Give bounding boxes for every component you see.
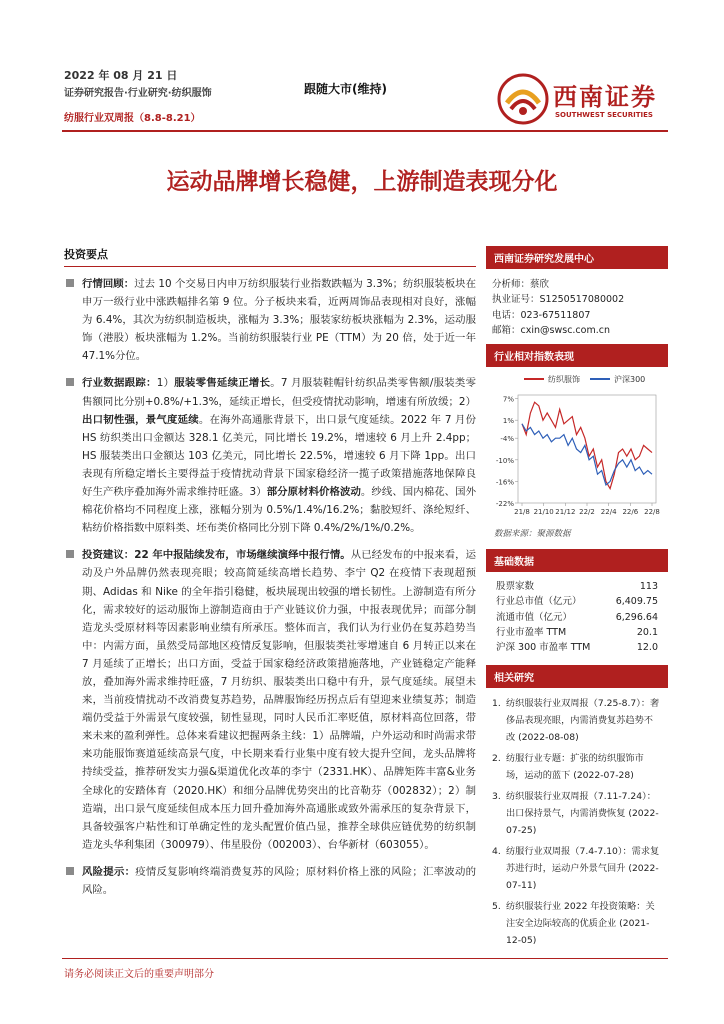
bullet-lead: 行情回顾： — [82, 278, 135, 290]
page-title: 运动品牌增长稳健，上游制造表现分化 — [166, 169, 558, 195]
square-bullet-icon — [66, 279, 74, 287]
license-number: S1250517080002 — [539, 294, 625, 306]
bullet-highlight: 出口韧性强，景气度延续 — [82, 413, 199, 426]
x-tick-label: 21/12 — [555, 508, 576, 517]
report-name: 纺服行业双周报（8.8-8.21） — [64, 113, 201, 124]
basic-data-value: 12.0 — [636, 642, 658, 653]
y-tick-label: -4% — [500, 435, 514, 444]
basic-data-label: 行业市盈率 TTM — [496, 626, 567, 638]
analyst-label: 分析师： — [492, 279, 531, 290]
bullet-body: 。在海外高通胀背景下，出口景气度延续。2022 年 7 月份 HS 纺织类出口金额达 328.1 亿美元，同比增长 19.2%，增速较 6 月上升 2.4pp；HS 服装类出口金额达 103 亿美元，同比增长 22.5%，增速较 6 月下降 1pp。出口表现有所稳定增长主要得益于疫情扰动背景下国家稳经济一揽子政策措施落地保障良好生产秩序叠加海外需求维持旺盛。3） — [82, 413, 476, 499]
email-label: 邮箱： — [492, 324, 521, 336]
series-line — [522, 402, 652, 488]
logo-emblem-icon — [497, 73, 549, 125]
footer-notice: 请务必阅读正文后的重要声明部分 — [64, 969, 214, 980]
basic-data-label: 流通市值（亿元） — [496, 611, 573, 623]
report-series: 证券研究报告·行业研究·纺织服饰 — [64, 88, 212, 99]
x-tick-label: 22/8 — [644, 508, 660, 517]
related-research-item[interactable] — [492, 750, 660, 784]
item-number: 4. — [492, 846, 501, 858]
bullet-body: 从已经发布的中报来看，运动及户外品牌仍然表现亮眼；较高简延续高增长趋势、李宁 Q2 在疫情下表现超预期、Adidas 和 Nike 的全年指引稳健，板块展现出较强的增长韧性。上游制造有所分化，需求较好的运动服饰上游制造商由于产业链议价力强，中报表现优异；而部分制造龙头受原材料等因素影响业绩有所承压。整体而言，我们认为行业仍在复苏趋势当中：内需方面，虽然受局部地区疫情反复影响，但服装类社零增速自 6 月转正以来在 7 月延续了正增长；出口方面，受益于国家稳经济政策措施落地，产业链稳定产能释放，叠加海外需求维持旺盛，7 月纺织、服装类出口稳中有升，景气度延续。展望未来，当前疫情扰动不改消费复苏趋势，品牌服饰经历拐点后有望迎来业绩复苏；制造端仍受益于外需景气度较强，韧性显现，同时人民币汇率贬值，原材料高位回落，带来未来的盈利弹性。总体来看建议把握两条主线：1）品牌端，户外运动和时尚需求带来功能服饰赛道延续高景气度，中长期来看行业集中度有较大提升空间，龙头品牌将持续受益，推荐研发实力强&渠道优化改革的李宁（2331.HK）、品牌矩阵丰富&业务全球化的安踏体育（2020.HK）和细分品牌优势突出的比音勒芬（002832）；2）制造端，出口景气度延续但成本压力回升叠加海外高通胀或致外需承压的复杂背景下，具备较强客户粘性和订单确定性的龙头配置价值凸显，推荐全球供应链优势的纺织制造龙头华利集团（300979）、伟星股份（002003）、台华新材（603055）。 — [82, 549, 477, 851]
item-number: 5. — [492, 901, 501, 913]
email-address[interactable]: cxin@swsc.com.cn — [520, 324, 610, 336]
item-text: 纺织服装行业 2022 年投资策略：关注安全边际较高的优质企业 (2021-12-05) — [506, 901, 655, 947]
y-tick-label: 1% — [502, 417, 514, 426]
license-label: 执业证号： — [492, 294, 540, 306]
basic-data-row — [496, 579, 658, 594]
related-research-item[interactable] — [492, 898, 660, 949]
x-tick-label: 22/2 — [579, 508, 595, 517]
related-research-item[interactable] — [492, 788, 660, 839]
bullet-highlight: 服装零售延续正增长 — [174, 377, 271, 390]
basic-data-row — [496, 594, 658, 609]
chart-svg — [486, 367, 668, 525]
item-text: 纺服行业双周报（7.4-7.10）：需求复苏进行时，运动户外景气回升 (2022-07-11) — [506, 846, 660, 892]
phone-number: 023-67511807 — [520, 309, 591, 321]
basic-data-table — [486, 572, 668, 665]
y-tick-label: -16% — [495, 478, 514, 487]
footer-divider — [62, 958, 668, 959]
related-research-item[interactable] — [492, 843, 660, 894]
basic-data-row — [496, 640, 658, 655]
item-text: 纺织服装行业双周报（7.11-7.24）：出口保持景气，内需消费恢复 (2022-07-25) — [506, 791, 659, 837]
logo-en-text: SOUTHWEST SECURITIES — [555, 111, 653, 119]
bullet-industry-data — [64, 374, 476, 537]
bullet-market-review — [64, 275, 476, 365]
square-bullet-icon — [66, 867, 74, 875]
related-research-item[interactable] — [492, 695, 660, 746]
item-number: 3. — [492, 791, 501, 803]
bullet-lead: 行业数据跟踪： — [82, 377, 157, 390]
bullet-body: 。纱线、国内棉花、国外棉花价格均不同程度上涨，涨幅分别为 0.5%/1.4%/16.2%；黏胶短纤、涤纶短纤、粘纺价格指数中原料类、坯布类价格同比分别下降 0.4%/2%/1%/0.2%。 — [82, 486, 477, 535]
legend-label: 纺织服饰 — [548, 375, 580, 385]
square-bullet-icon — [66, 550, 74, 558]
y-tick-label: 7% — [502, 395, 514, 404]
relative-index-chart — [486, 367, 668, 525]
x-tick-label: 21/8 — [514, 508, 530, 517]
basic-data-value: 20.1 — [636, 626, 658, 638]
bullet-body: 疫情反复影响终端消费复苏的风险；原材料价格上涨的风险；汇率波动的风险。 — [82, 865, 476, 896]
report-date: 2022 年 08 月 21 日 — [64, 69, 178, 82]
summary-heading: 投资要点 — [64, 246, 476, 267]
bullet-body: 过去 10 个交易日内申万纺织服装行业指数跌幅为 3.3%；纺织服装板块在申万一级行业中涨跌幅排名第 9 位。分子板块来看，近两周饰品表现相对良好，涨幅为 6.4%，其次为纺织制造板块，涨幅为 3.3%；服装家纺板块涨幅为 2.3%，运动服饰（港股）板块涨幅为 1.2%。当前纺织服装行业 PE（TTM）为 20 倍，处于近一年 47.1%分位。 — [82, 278, 477, 363]
square-bullet-icon — [66, 378, 74, 386]
x-tick-label: 22/6 — [622, 508, 639, 517]
bullet-lead: 风险提示： — [82, 865, 136, 878]
company-logo — [497, 73, 669, 125]
logo-cn-text: 西南证券 — [553, 82, 657, 111]
rating: 跟随大市(维持) — [304, 82, 387, 96]
x-tick-label: 22/4 — [600, 508, 617, 517]
header-divider — [62, 130, 668, 132]
summary-column — [64, 246, 476, 908]
bullet-investment-advice — [64, 546, 476, 854]
chart-heading: 行业相对指数表现 — [486, 344, 668, 367]
basic-data-heading: 基础数据 — [486, 549, 668, 572]
item-text: 纺织服装行业双周报（7.25-8.7）：奢侈品表现亮眼，内需消费复苏趋势不改 (2022-08-08) — [506, 698, 660, 744]
bullet-lead: 投资建议：22 年中报陆续发布，市场继续演绎中报行情。 — [82, 549, 351, 562]
bullet-risk — [64, 863, 476, 899]
phone-label: 电话： — [492, 309, 521, 321]
related-research-list — [486, 688, 668, 957]
related-research-heading: 相关研究 — [486, 665, 668, 688]
basic-data-row — [496, 610, 658, 625]
legend-label: 沪深300 — [614, 375, 646, 385]
basic-data-label: 股票家数 — [496, 581, 535, 593]
item-number: 2. — [492, 753, 501, 765]
basic-data-value: 6,296.64 — [615, 611, 658, 623]
basic-data-value: 113 — [639, 581, 658, 593]
basic-data-value: 6,409.75 — [615, 596, 658, 608]
x-tick-label: 21/10 — [533, 508, 554, 517]
basic-data-row — [496, 625, 658, 640]
basic-data-label: 沪深 300 市盈率 TTM — [496, 642, 591, 653]
y-tick-label: -22% — [495, 500, 514, 509]
item-number: 1. — [492, 698, 501, 710]
bullet-body: 。7 月服装鞋帽针纺织品类零售额/服装类零售额同比分别+0.8%/+1.3%，延续正增长，但受疫情扰动影响，增速有所放缓；2） — [82, 377, 476, 408]
analyst-name: 蔡欣 — [530, 279, 550, 290]
bullet-body: 1） — [156, 377, 175, 390]
research-center-heading: 西南证券研究发展中心 — [486, 246, 668, 269]
chart-source: 数据来源：聚源数据 — [494, 529, 571, 540]
item-text: 纺服行业专题：扩张的纺织服饰市场，运动的蓝下 (2022-07-28) — [506, 753, 644, 782]
sidebar-column — [486, 246, 668, 957]
bullet-highlight: 部分原材料价格波动 — [266, 486, 361, 499]
basic-data-label: 行业总市值（亿元） — [496, 596, 582, 608]
y-tick-label: -10% — [495, 456, 514, 465]
analyst-info — [486, 269, 668, 344]
